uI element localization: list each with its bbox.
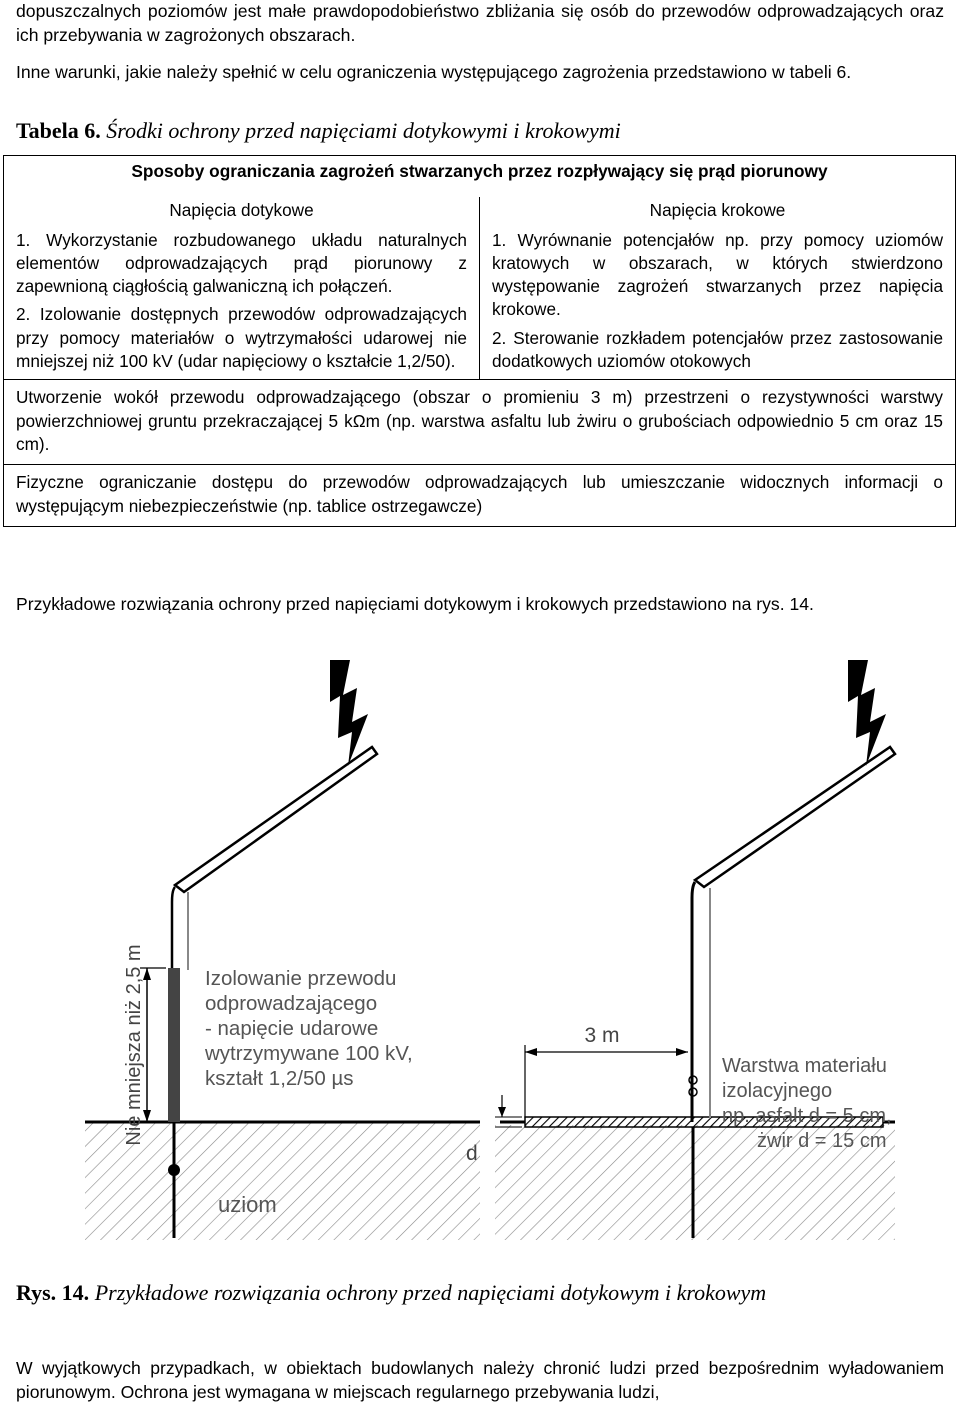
right-depth-arrow	[498, 1107, 506, 1117]
access-text: Fizyczne ograniczanie dostępu do przewodów odprowadzających lub umieszczanie widocznych informacji o występującym niebezpieczeństwie (np. tablice ostrzegawcze)	[16, 472, 943, 516]
intro-paragraph-1: dopuszczalnych poziomów jest małe prawdopodobieństwo zbliżania się osób do przewodów odprowadzających oraz ich przebywania w zagrożonych obszarach.	[16, 1, 944, 45]
left-lightning-icon	[330, 660, 368, 766]
left-roof	[175, 747, 377, 892]
right-distance-label: 3 m	[584, 1024, 620, 1047]
after-table-paragraph: Przykładowe rozwiązania ochrony przed napięciami dotykowym i krokowych przedstawiono na rys. 14.	[16, 594, 814, 614]
column-title-touch: Napięcia dotykowe	[4, 197, 480, 228]
step-voltage-measures	[480, 229, 956, 380]
protection-measures-table	[3, 155, 956, 527]
left-insulation	[168, 968, 180, 1122]
left-insulation-note	[204, 967, 418, 1090]
step-measure-2: 2. Sterowanie rozkładem potencjałów przez zastosowanie dodatkowych uziomów otokowych	[492, 327, 943, 372]
column-title-step: Napięcia krokowe	[480, 197, 956, 228]
layer-note-line-3: np. asfalt d = 5 cm,	[722, 1105, 892, 1127]
closing-paragraph: W wyjątkowych przypadkach, w obiektach budowlanych należy chronić ludzi przed bezpośrednim wyładowaniem piorunowym. Ochrona jest wymagana w miejscach regularnego przebywania ludzi,	[16, 1358, 944, 1402]
figure-caption-title: Przykładowe rozwiązania ochrony przed napięciami dotykowym i krokowym	[94, 1280, 767, 1305]
touch-measure-1: 1. Wykorzystanie rozbudowanego układu naturalnych elementów odprowadzających prąd piorunowy z zapewnioną ciągłością galwaniczną ich połączeń.	[16, 229, 467, 297]
table-row-access	[4, 465, 956, 527]
insulation-note-line-4: wytrzymywane 100 kV,	[205, 1042, 413, 1065]
insulation-note-line-5: kształt 1,2/50 µs	[205, 1067, 354, 1090]
insulation-note-line-2: odprowadzającego	[205, 992, 378, 1015]
left-diagram	[85, 660, 480, 1240]
table-header: Sposoby ograniczania zagrożeń stwarzanych przez rozpływający się prąd piorunowy	[4, 156, 956, 198]
figure-caption	[16, 1280, 766, 1306]
right-dim-arrow-left	[525, 1048, 537, 1056]
protection-figure	[0, 640, 960, 1280]
right-down-conductor	[692, 882, 695, 1122]
right-diagram	[466, 660, 897, 1240]
step-measure-1: 1. Wyrównanie potencjałów np. przy pomocy uziomów kratowych w obszarach, w których stwierdzono występowanie zagrożeń stwarzanych przez napięcia krokowe.	[492, 229, 943, 320]
insulation-note-line-3: - napięcie udarowe	[205, 1017, 379, 1040]
table-row-resistivity	[4, 380, 956, 465]
left-rod-dot	[168, 1164, 180, 1176]
table-caption	[16, 118, 621, 144]
insulation-note-line-1: Izolowanie przewodu	[205, 967, 397, 990]
resistivity-text: Utworzenie wokół przewodu odprowadzającego (obszar o promieniu 3 m) przestrzeni o rezystywności warstwy powierzchniowej gruntu przekraczającej 5 kΩm (np. warstwa asfaltu lub żwiru o grubościach odpowiednio 5 cm oraz 15 cm).	[16, 387, 943, 454]
layer-note-line-2: izolacyjnego	[722, 1080, 833, 1102]
right-roof	[695, 747, 895, 887]
touch-measure-2: 2. Izolowanie dostępnych przewodów odprowadzających przy pomocy materiałów o wytrzymałości udarowej nie mniejszej niż 100 kV (udar napięciowy o kształcie 1,2/50).	[16, 304, 467, 372]
table-caption-title: Środki ochrony przed napięciami dotykowymi i krokowymi	[106, 118, 621, 143]
left-height-label: Nie mniejsza niż 2,5 m	[123, 944, 145, 1146]
touch-voltage-measures	[4, 229, 480, 380]
left-ground-label: uziom	[218, 1192, 277, 1217]
table-caption-label: Tabela 6.	[16, 118, 101, 143]
right-lightning-icon	[848, 660, 886, 766]
right-dim-arrow-right	[676, 1048, 688, 1056]
layer-note-line-1: Warstwa materiału	[722, 1055, 887, 1077]
figure-caption-label: Rys. 14.	[16, 1280, 90, 1305]
right-depth-label: d	[466, 1142, 478, 1165]
layer-note-line-4: żwir d = 15 cm	[757, 1130, 887, 1152]
intro-paragraph-2: Inne warunki, jakie należy spełnić w celu ograniczenia występującego zagrożenia przedstawiono w tabeli 6.	[16, 62, 852, 82]
